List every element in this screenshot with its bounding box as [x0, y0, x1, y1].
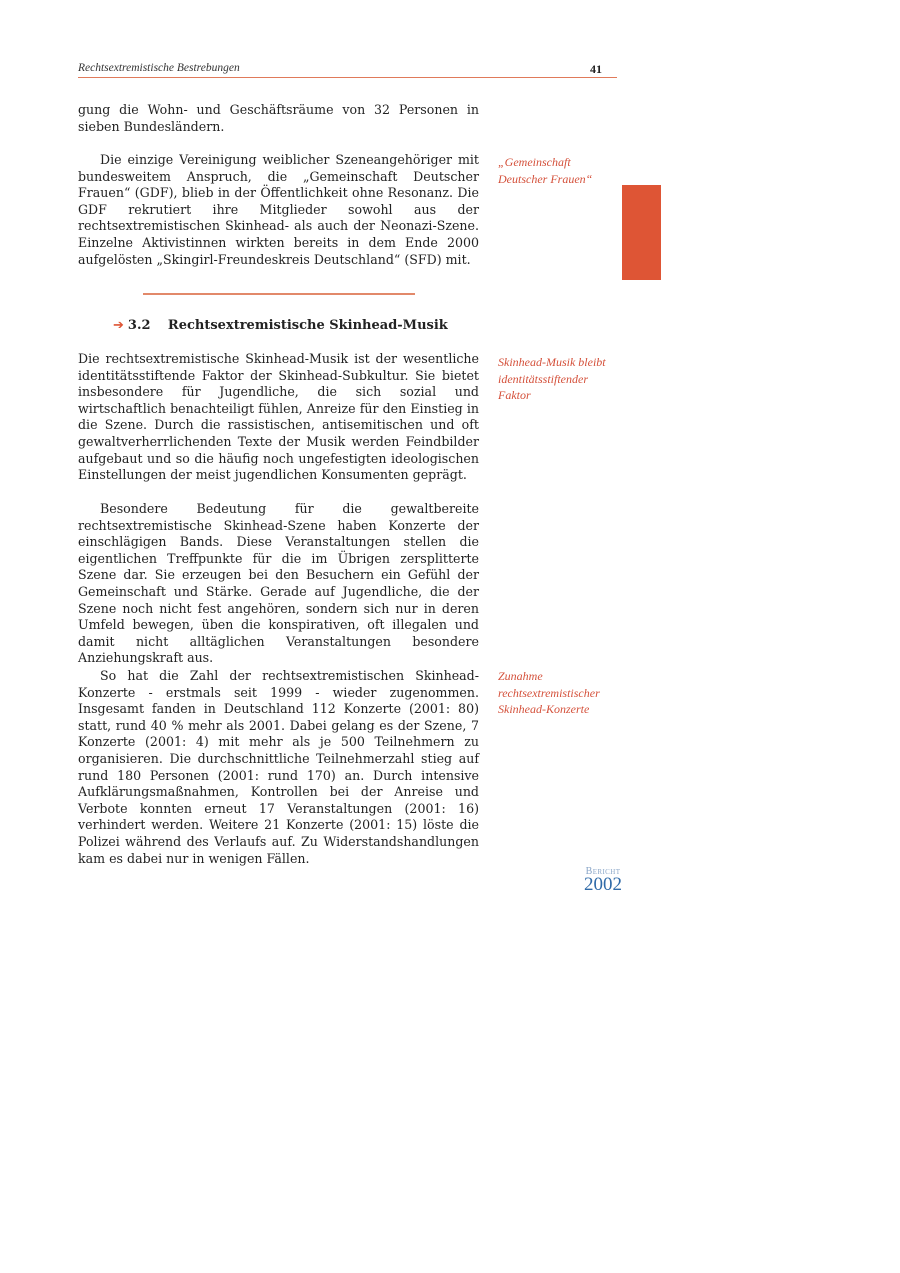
section-title: Rechtsextremistische Skinhead-Musik — [167, 318, 448, 333]
chapter-tab-marker — [622, 185, 661, 280]
paragraph-3: Die rechtsextremistische Skinhead-Musik ist der wesentliche identitätsstiftende Faktor der Skinhead-Subkultur. Sie bietet insbesondere für Jugendliche, die sich sozial und wirtschaftlich benachteiligt fühlen, Anreize für den Einstieg in die Szene. Durch die rassistischen, antisemitischen und oft gewaltverherrlichenden Texte der Musik werden Feindbilder aufgebaut und so die häufig noch ungefestigten ideologischen Einstellungen der meist jugendlichen Konsumenten geprägt. — [78, 351, 479, 483]
report-logo-word: Bericht — [585, 866, 621, 877]
section-divider — [143, 293, 415, 295]
page-number: 41 — [590, 62, 602, 76]
arrow-right-icon: ➔ — [113, 318, 124, 333]
header-rule — [78, 77, 617, 78]
report-logo — [576, 866, 630, 893]
margin-note-gdf: „Gemeinschaft Deutscher Frauen“ — [498, 155, 593, 186]
paragraph-2: Die einzige Vereinigung weiblicher Szeneangehöriger mit bundesweitem Anspruch, die „Gemeinschaft Deutscher Frauen“ (GDF), blieb in der Öffentlichkeit ohne Resonanz. Die GDF rekrutiert ihre Mitglieder sowohl aus der rechtsextremistischen Skinhead- als auch der Neonazi-Szene. Einzelne Aktivistinnen wirkten bereits in dem Ende 2000 aufgelösten „Skingirl-Freundeskreis Deutschland“ (SFD) mit. — [78, 152, 479, 267]
section-number: 3.2 — [127, 318, 151, 333]
paragraph-4: Besondere Bedeutung für die gewaltbereite rechtsextremistische Skinhead-Szene haben Konzerte der einschlägigen Bands. Diese Veranstaltungen stellen die eigentlichen Treffpunkte für die im Übrigen zersplitterte Szene dar. Sie erzeugen bei den Besuchern ein Gefühl der Gemeinschaft und Stärke. Gerade auf Jugendliche, die der Szene noch nicht fest angehören, sondern sich nur in deren Umfeld bewegen, üben die konspirativen, oft illegalen und damit nicht alltäglichen Veranstaltungen besondere Anziehungskraft aus. — [78, 501, 479, 666]
paragraph-5: So hat die Zahl der rechtsextremistischen Skinhead-Konzerte - erstmals seit 1999 - wieder zugenommen. Insgesamt fanden in Deutschland 112 Konzerte (2001: 80) statt, rund 40 % mehr als 2001. Dabei gelang es der Szene, 7 Konzerte (2001: 4) mit mehr als je 500 Teilnehmern zu organisieren. Die durchschnittliche Teilnehmerzahl stieg auf rund 180 Personen (2001: rund 170) an. Durch intensive Aufklärungsmaßnahmen, Kontrollen bei der Anreise und Verbote konnten erneut 17 Veranstaltungen (2001: 16) verhindert werden. Weitere 21 Konzerte (2001: 15) löste die Polizei während des Verlaufs auf. Zu Widerstandshandlungen kam es dabei nur in wenigen Fällen. — [78, 668, 479, 866]
paragraph-1: gung die Wohn- und Geschäftsräume von 32 Personen in sieben Bundesländern. — [78, 102, 479, 134]
margin-note-skinhead-musik: Skinhead-Musik bleibt identitätsstiftender Faktor — [498, 355, 606, 403]
margin-note-konzerte: Zunahme rechtsextremistischer Skinhead-Konzerte — [498, 669, 600, 717]
report-logo-year: 2002 — [584, 874, 622, 895]
running-header-title: Rechtsextremistische Bestrebungen — [78, 62, 240, 74]
section-heading — [113, 318, 448, 333]
